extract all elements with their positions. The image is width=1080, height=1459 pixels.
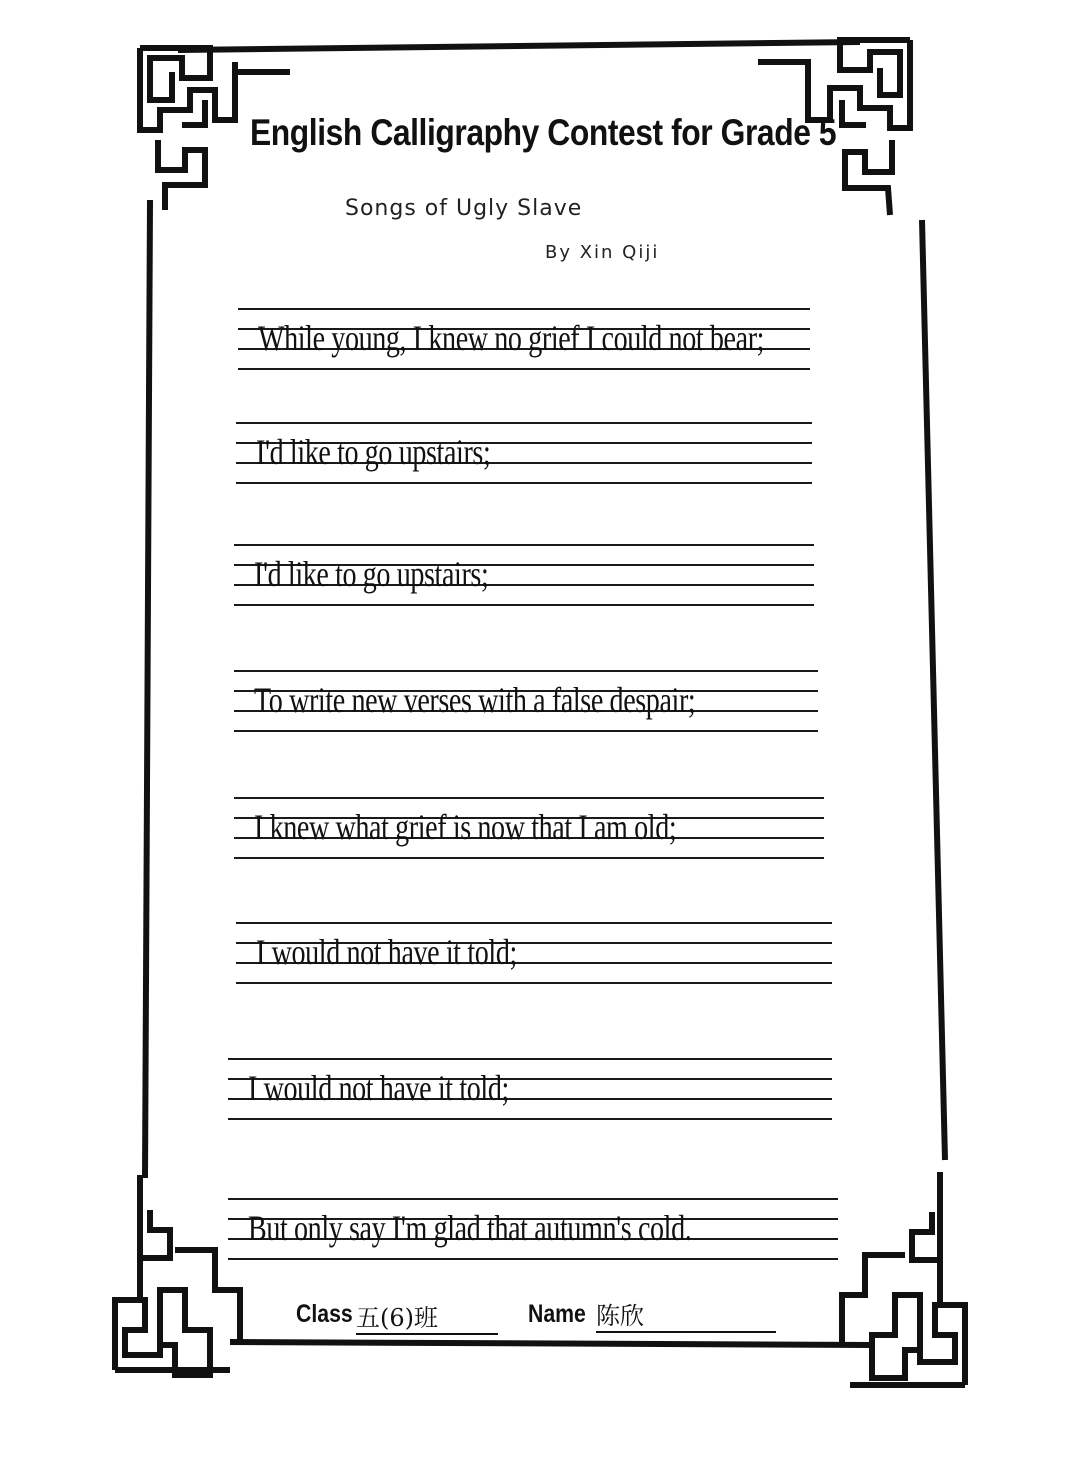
writing-line-2 [236, 422, 812, 486]
class-label: Class [296, 1300, 353, 1328]
class-field: 五(6)班 [356, 1298, 498, 1335]
handwriting-text: I'd like to go upstairs; [254, 554, 489, 594]
contest-title: English Calligraphy Contest for Grade 5 [250, 112, 837, 153]
writing-line-8 [228, 1198, 838, 1262]
handwriting-text: But only say I'm glad that autumn's cold. [248, 1208, 692, 1248]
handwriting-text: I would not have it told; [256, 932, 517, 972]
handwriting-text: I'd like to go upstairs; [256, 432, 491, 472]
handwriting-text: I would not have it told; [248, 1068, 509, 1108]
name-field: 陈欣 [596, 1296, 776, 1333]
handwriting-text: To write new verses with a false despair; [254, 680, 696, 720]
writing-line-6 [236, 922, 832, 986]
writing-line-4 [234, 670, 818, 734]
name-label: Name [528, 1300, 586, 1328]
writing-line-3 [234, 544, 814, 608]
writing-line-5 [234, 797, 824, 861]
poem-author: By Xin Qiji [545, 242, 660, 263]
handwriting-text: I knew what grief is now that I am old; [254, 807, 677, 847]
handwriting-text: While young, I knew no grief I could not bear; [258, 318, 765, 358]
writing-line-7 [228, 1058, 832, 1122]
writing-line-1 [238, 308, 810, 372]
poem-title: Songs of Ugly Slave [345, 196, 583, 221]
